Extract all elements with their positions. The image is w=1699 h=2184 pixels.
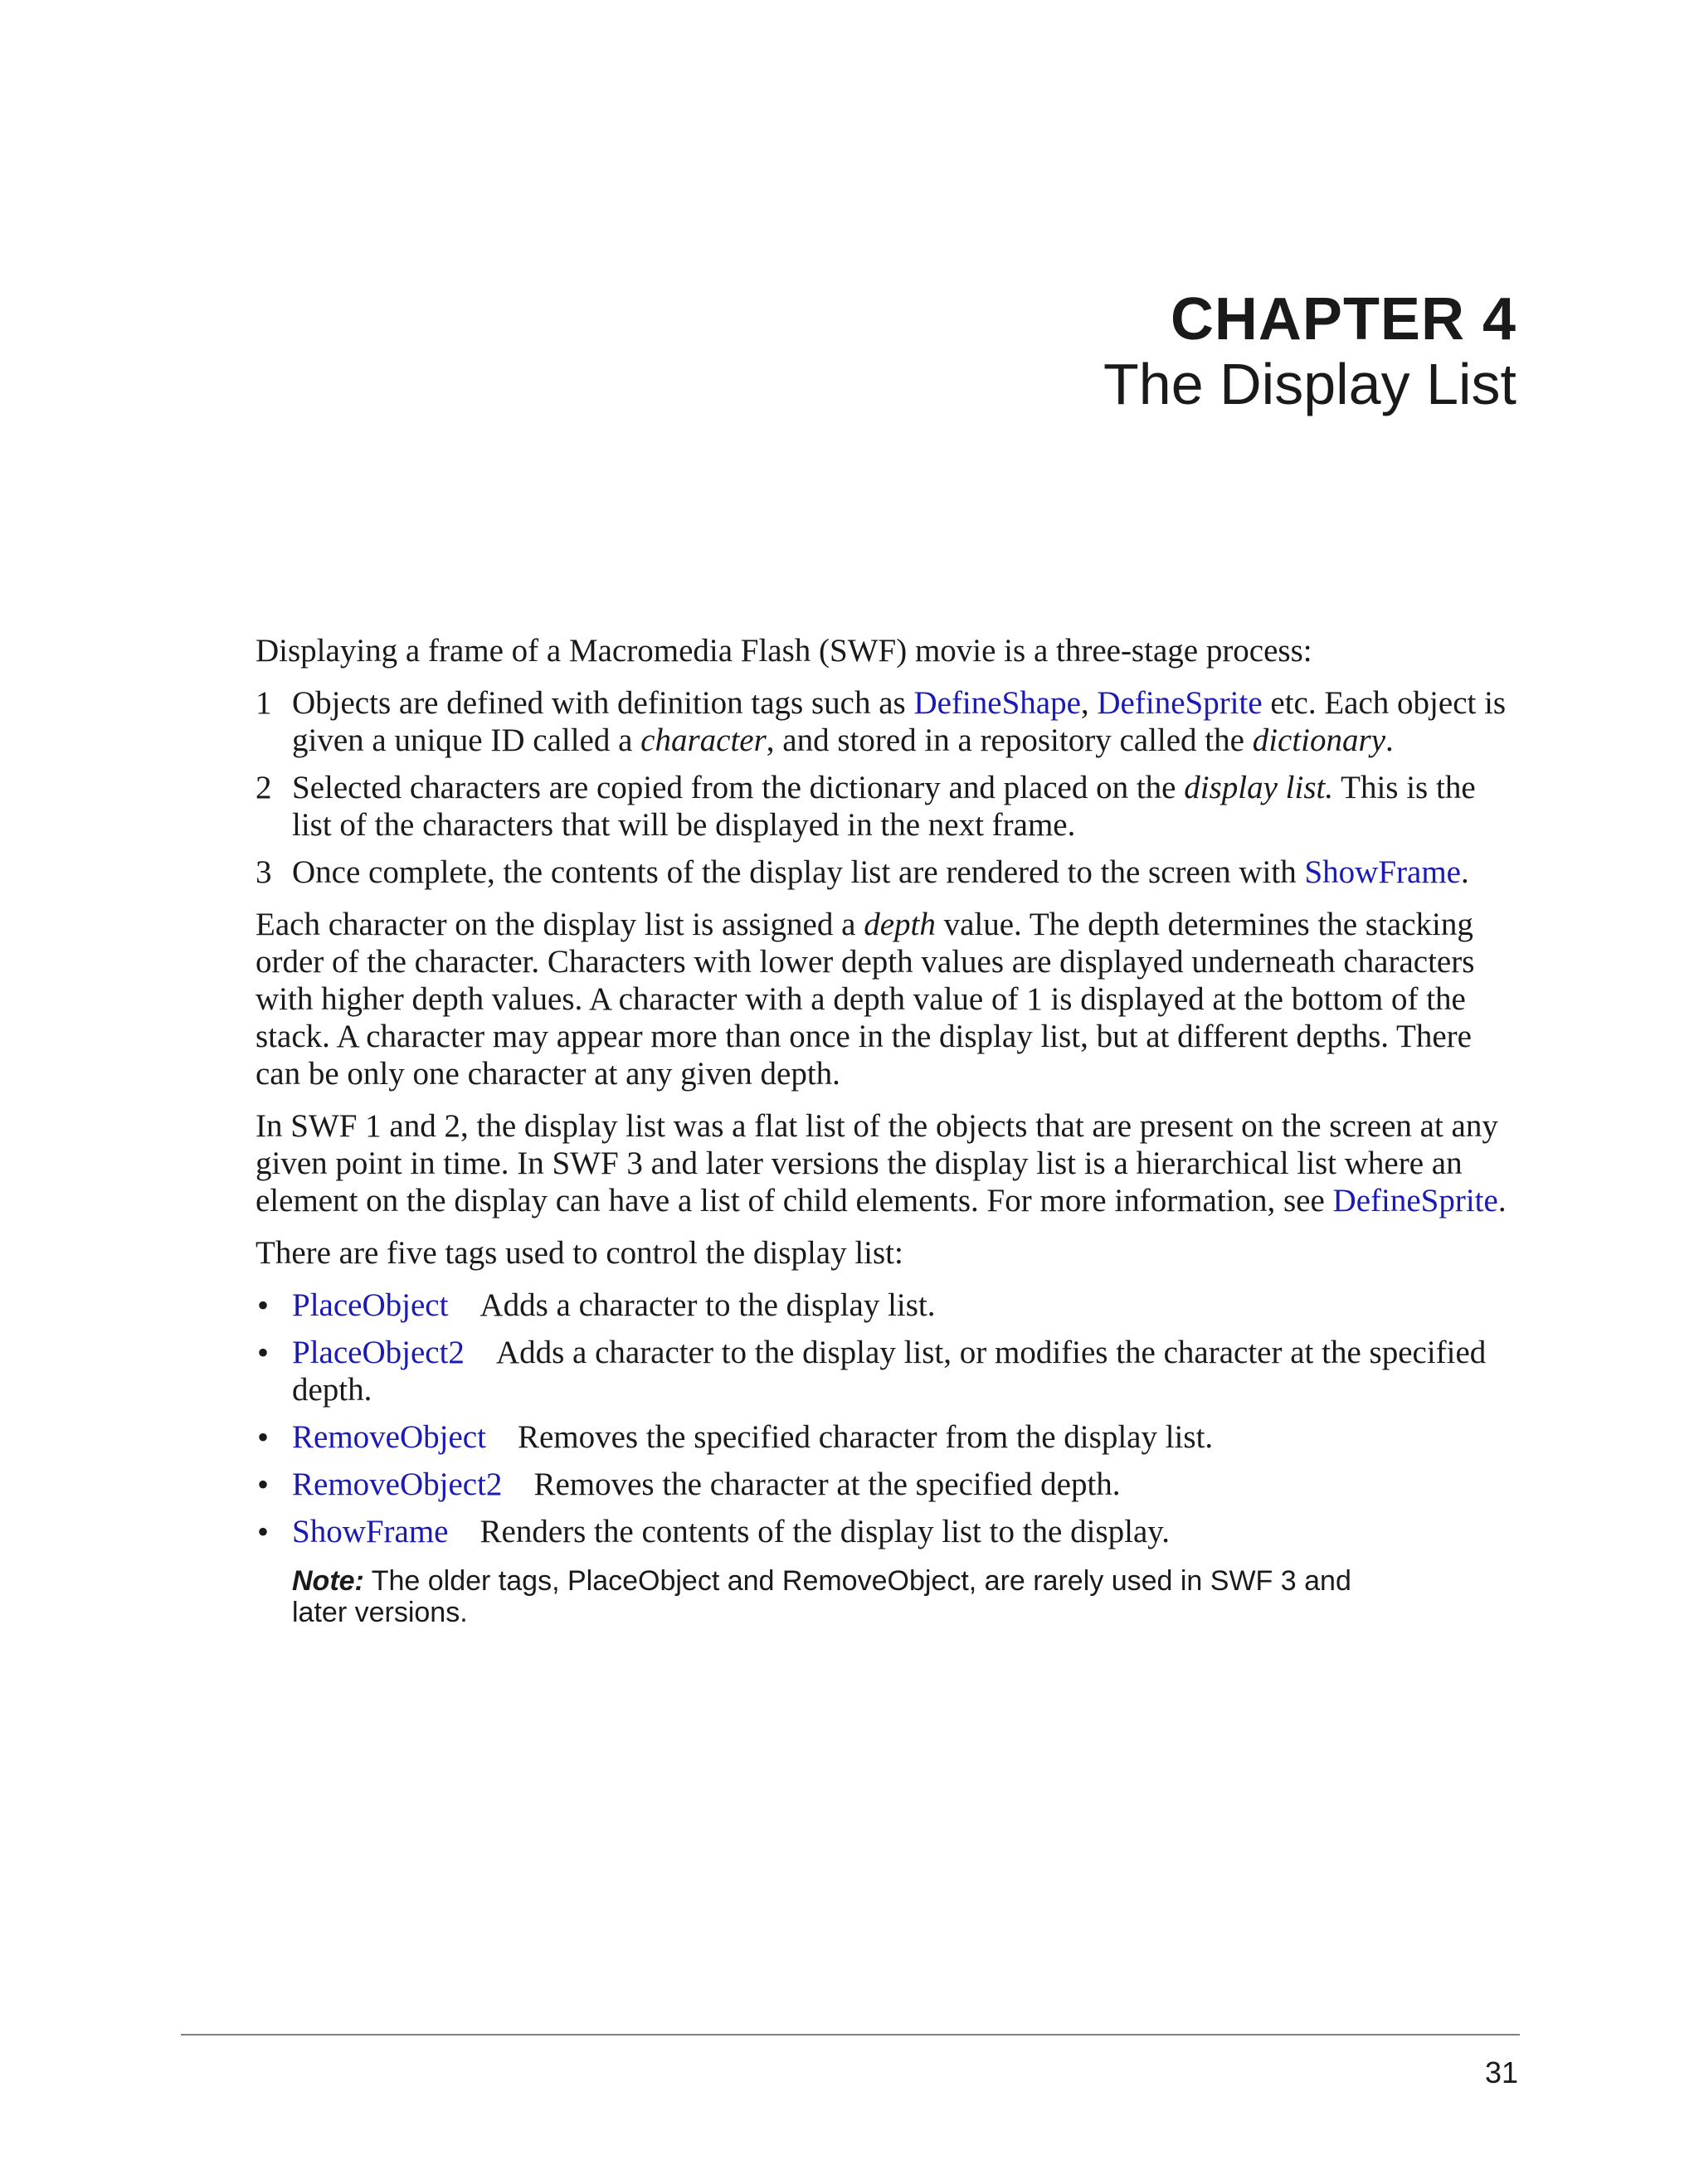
paragraph-text: In SWF 1 and 2, the display list was a flat list of the objects that are present on the screen at any given point in time. In SWF 3 and later versions the display list is a hierarchical list where an element on the display can have a list of child elements. For more information, see xyxy=(256,1108,1498,1218)
process-step-2 xyxy=(256,769,1518,844)
process-step-1 xyxy=(256,684,1518,759)
process-step-3 xyxy=(256,854,1518,891)
link-definesprite[interactable]: DefineSprite xyxy=(1097,685,1263,721)
step-number: 2 xyxy=(256,770,272,805)
step-text: . xyxy=(1385,722,1394,758)
emphasis-character: character xyxy=(640,722,767,758)
note-box xyxy=(292,1565,1387,1628)
tag-item-placeobject2 xyxy=(256,1334,1518,1408)
link-showframe[interactable]: ShowFrame xyxy=(1304,854,1461,890)
bullet-icon: • xyxy=(257,1466,270,1503)
step-text: This is the list of the characters that will be displayed in the next frame. xyxy=(292,770,1476,843)
chapter-body xyxy=(256,632,1518,1628)
tags-intro-paragraph: There are five tags used to control the display list: xyxy=(256,1235,903,1271)
display-list-tags xyxy=(256,1287,1518,1550)
tag-item-placeobject xyxy=(256,1287,1518,1324)
link-showframe[interactable]: ShowFrame xyxy=(292,1514,449,1549)
link-removeobject[interactable]: RemoveObject xyxy=(292,1419,486,1455)
tag-item-removeobject xyxy=(256,1418,1518,1456)
tag-description: Removes the character at the specified depth. xyxy=(533,1467,1121,1502)
link-removeobject2[interactable]: RemoveObject2 xyxy=(292,1467,503,1502)
bullet-icon: • xyxy=(257,1513,270,1550)
step-text: Once complete, the contents of the display list are rendered to the screen with xyxy=(292,854,1305,890)
step-text: , and stored in a repository called the xyxy=(766,722,1253,758)
emphasis-display-list: display list. xyxy=(1184,770,1334,805)
page-number: 31 xyxy=(1484,2055,1518,2089)
tag-item-removeobject2 xyxy=(256,1466,1518,1503)
step-text: , xyxy=(1080,685,1098,721)
bullet-icon: • xyxy=(257,1418,270,1456)
paragraph-text: Each character on the display list is assigned a xyxy=(256,907,864,942)
chapter-title: The Display List xyxy=(1103,352,1516,416)
step-text: etc. Each object is given a unique ID called a xyxy=(292,685,1507,758)
tag-item-showframe xyxy=(256,1513,1518,1550)
footer-rule xyxy=(181,2034,1520,2036)
chapter-label: CHAPTER 4 xyxy=(1170,286,1516,353)
tag-description: Removes the specified character from the display list. xyxy=(517,1419,1214,1455)
note-label: Note: xyxy=(292,1565,364,1597)
note-text: The older tags, PlaceObject and RemoveObject, are rarely used in SWF 3 and later versions. xyxy=(292,1565,1351,1628)
link-placeobject2[interactable]: PlaceObject2 xyxy=(292,1335,465,1370)
link-definesprite[interactable]: DefineSprite xyxy=(1332,1183,1498,1218)
paragraph-text: . xyxy=(1497,1183,1507,1218)
depth-paragraph xyxy=(256,906,1518,1092)
chapter-heading xyxy=(1103,286,1516,417)
emphasis-depth: depth xyxy=(864,907,936,942)
link-defineshape[interactable]: DefineShape xyxy=(913,685,1081,721)
tag-description: Adds a character to the display list, or modifies the character at the specified depth. xyxy=(292,1335,1487,1408)
step-text: . xyxy=(1460,854,1469,890)
step-number: 1 xyxy=(256,685,272,721)
emphasis-dictionary: dictionary xyxy=(1252,722,1386,758)
bullet-icon: • xyxy=(257,1287,270,1324)
step-text: Objects are defined with definition tags such as xyxy=(292,685,914,721)
tag-description: Adds a character to the display list. xyxy=(480,1287,936,1323)
tag-description: Renders the contents of the display list to the display. xyxy=(480,1514,1170,1549)
intro-paragraph: Displaying a frame of a Macromedia Flash (SWF) movie is a three-stage process: xyxy=(256,633,1312,669)
paragraph-text: value. The depth determines the stacking order of the character. Characters with lower depth values are displayed underneath characters with higher depth values. A character with a depth value of 1 is displayed at the bottom of the stack. A character may appear more than once in the display list, but at different depths. There can be only one character at any given depth. xyxy=(256,907,1475,1092)
step-number: 3 xyxy=(256,854,272,890)
process-steps-list xyxy=(256,684,1518,891)
step-text: Selected characters are copied from the dictionary and placed on the xyxy=(292,770,1185,805)
swf-versions-paragraph xyxy=(256,1107,1518,1219)
link-placeobject[interactable]: PlaceObject xyxy=(292,1287,449,1323)
bullet-icon: • xyxy=(257,1334,270,1371)
